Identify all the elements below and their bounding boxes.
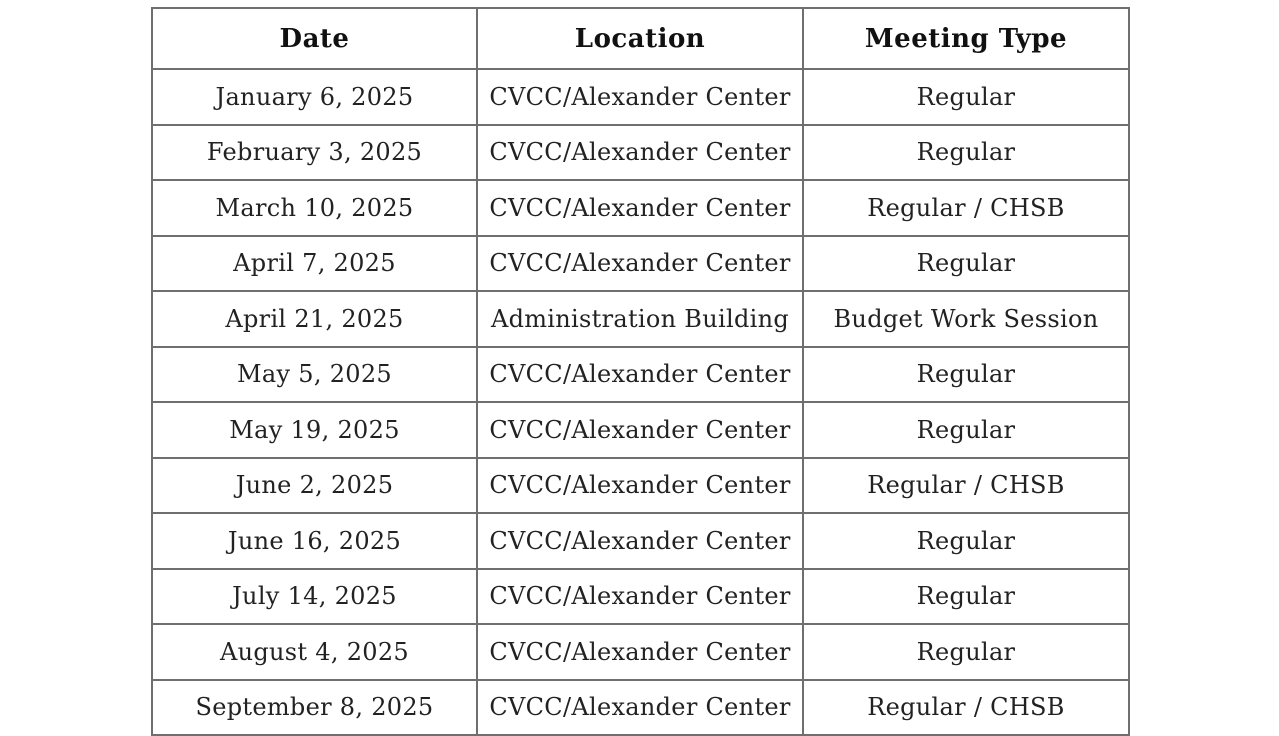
table-row — [152, 402, 1129, 458]
cell-meeting-type: Regular — [803, 569, 1129, 625]
table-body — [152, 69, 1129, 735]
cell-meeting-type: Regular / CHSB — [803, 680, 1129, 736]
cell-meeting-type: Regular — [803, 125, 1129, 181]
table-row — [152, 624, 1129, 680]
cell-location: CVCC/Alexander Center — [477, 69, 803, 125]
cell-location: CVCC/Alexander Center — [477, 236, 803, 292]
cell-date: March 10, 2025 — [152, 180, 477, 236]
cell-date: June 16, 2025 — [152, 513, 477, 569]
cell-location: CVCC/Alexander Center — [477, 569, 803, 625]
header-meeting-type: Meeting Type — [803, 8, 1129, 69]
cell-location: CVCC/Alexander Center — [477, 680, 803, 736]
table-row — [152, 236, 1129, 292]
table-row — [152, 69, 1129, 125]
cell-date: February 3, 2025 — [152, 125, 477, 181]
cell-location: Administration Building — [477, 291, 803, 347]
cell-location: CVCC/Alexander Center — [477, 458, 803, 514]
table-row — [152, 125, 1129, 181]
cell-date: July 14, 2025 — [152, 569, 477, 625]
meeting-schedule-table — [151, 7, 1130, 736]
cell-date: April 7, 2025 — [152, 236, 477, 292]
cell-meeting-type: Regular — [803, 624, 1129, 680]
cell-meeting-type: Regular / CHSB — [803, 458, 1129, 514]
cell-meeting-type: Regular — [803, 402, 1129, 458]
cell-location: CVCC/Alexander Center — [477, 402, 803, 458]
table-header — [152, 8, 1129, 69]
cell-location: CVCC/Alexander Center — [477, 347, 803, 403]
cell-meeting-type: Regular — [803, 513, 1129, 569]
table-row — [152, 291, 1129, 347]
cell-date: May 19, 2025 — [152, 402, 477, 458]
cell-date: May 5, 2025 — [152, 347, 477, 403]
cell-date: January 6, 2025 — [152, 69, 477, 125]
table-row — [152, 680, 1129, 736]
cell-meeting-type: Regular — [803, 347, 1129, 403]
cell-meeting-type: Regular — [803, 236, 1129, 292]
cell-date: September 8, 2025 — [152, 680, 477, 736]
cell-location: CVCC/Alexander Center — [477, 513, 803, 569]
cell-meeting-type: Budget Work Session — [803, 291, 1129, 347]
cell-meeting-type: Regular — [803, 69, 1129, 125]
cell-location: CVCC/Alexander Center — [477, 125, 803, 181]
header-row — [152, 8, 1129, 69]
header-location: Location — [477, 8, 803, 69]
table-row — [152, 458, 1129, 514]
cell-date: June 2, 2025 — [152, 458, 477, 514]
table-row — [152, 513, 1129, 569]
cell-location: CVCC/Alexander Center — [477, 624, 803, 680]
header-date: Date — [152, 8, 477, 69]
cell-date: April 21, 2025 — [152, 291, 477, 347]
cell-location: CVCC/Alexander Center — [477, 180, 803, 236]
cell-meeting-type: Regular / CHSB — [803, 180, 1129, 236]
table-row — [152, 180, 1129, 236]
cell-date: August 4, 2025 — [152, 624, 477, 680]
table-row — [152, 569, 1129, 625]
table-row — [152, 347, 1129, 403]
